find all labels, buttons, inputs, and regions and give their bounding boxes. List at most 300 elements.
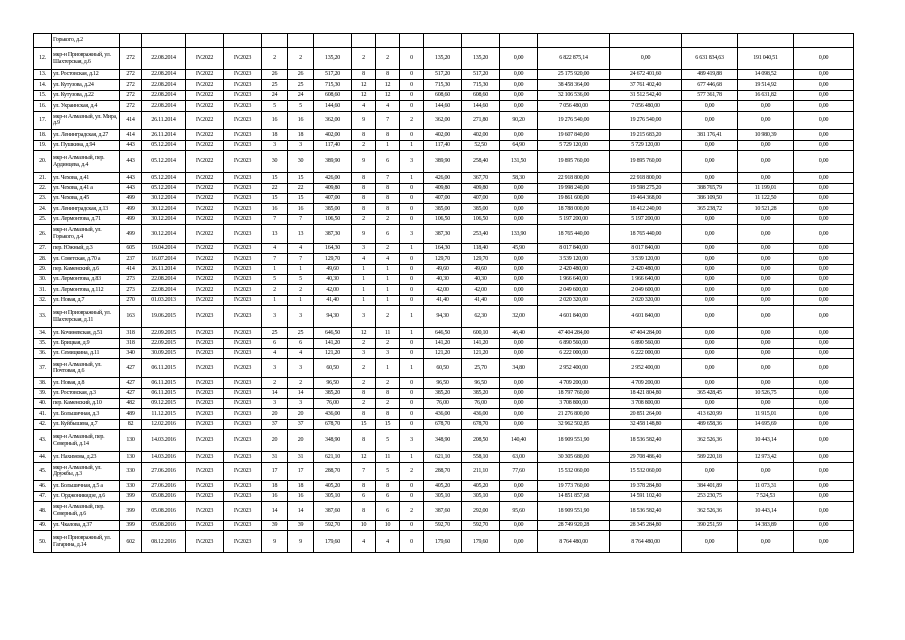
cost-region-cell: 0,00 bbox=[682, 264, 738, 274]
rooms-municipal-cell: 8 bbox=[376, 193, 400, 203]
cost-region-cell: 589 220,18 bbox=[682, 452, 738, 462]
rooms-total-cell: 2 bbox=[352, 359, 376, 378]
residents-total-cell: 22 bbox=[262, 183, 288, 193]
decision-date-cell: 22.09.2015 bbox=[142, 328, 186, 338]
cost-fund-cell: 18 536 582,40 bbox=[610, 502, 682, 521]
area-private-cell: 0,00 bbox=[500, 214, 538, 224]
residents-resettled-cell: 7 bbox=[288, 214, 314, 224]
cost-total-cell: 5 197 200,00 bbox=[538, 214, 610, 224]
actual-date-cell: IV.2023 bbox=[224, 214, 262, 224]
table-row bbox=[34, 70, 854, 80]
residents-resettled-cell: 18 bbox=[288, 481, 314, 491]
cost-region-cell: 390 251,59 bbox=[682, 520, 738, 530]
actual-date-cell: IV.2023 bbox=[224, 359, 262, 378]
cost-other-cell: 0,00 bbox=[794, 338, 854, 348]
address-cell: мкр-н Приовражный, ул. Шахтерская, д.6 bbox=[52, 48, 120, 70]
area-municipal-cell: 385,00 bbox=[462, 204, 500, 214]
cost-region-cell: 362 526,36 bbox=[682, 502, 738, 521]
decision-number-cell: 399 bbox=[120, 502, 142, 521]
rooms-total-cell: 3 bbox=[352, 349, 376, 359]
cost-total-cell: 21 276 800,00 bbox=[538, 409, 610, 419]
address-cell: мкр-н Алмазный, ул. Мира, д.9 bbox=[52, 111, 120, 130]
cost-region-cell: 489 419,88 bbox=[682, 70, 738, 80]
cost-municipal-cell: 0,00 bbox=[738, 306, 794, 328]
row-number-cell: 48. bbox=[34, 502, 52, 521]
planned-date-cell: IV.2022 bbox=[186, 80, 224, 90]
cost-other-cell: 0,00 bbox=[794, 430, 854, 452]
actual-date-cell: IV.2023 bbox=[224, 264, 262, 274]
cost-fund-cell: 3 539 120,00 bbox=[610, 254, 682, 264]
area-private-cell: 0,00 bbox=[500, 204, 538, 214]
cost-other-cell: 0,00 bbox=[794, 481, 854, 491]
cost-total-cell: 25 175 920,00 bbox=[538, 70, 610, 80]
residents-resettled-cell: 16 bbox=[288, 111, 314, 130]
row-number-cell: 33. bbox=[34, 306, 52, 328]
area-private-cell: 34,80 bbox=[500, 359, 538, 378]
area-resettled-cell: 41,40 bbox=[424, 295, 462, 305]
cost-municipal-cell: 0,00 bbox=[738, 378, 794, 388]
cost-other-cell: 0,00 bbox=[794, 111, 854, 130]
area-resettled-cell: 121,20 bbox=[424, 349, 462, 359]
rooms-total-cell: 2 bbox=[352, 338, 376, 348]
cost-other-cell: 0,00 bbox=[794, 295, 854, 305]
address-cell: ул. Украинская, д.4 bbox=[52, 101, 120, 111]
area-resettled-cell: 592,70 bbox=[424, 520, 462, 530]
decision-number-cell: 130 bbox=[120, 430, 142, 452]
actual-date-cell: IV.2023 bbox=[224, 101, 262, 111]
cost-other-cell: 0,00 bbox=[794, 452, 854, 462]
cost-municipal-cell: 0,00 bbox=[738, 349, 794, 359]
decision-number-cell: 443 bbox=[120, 173, 142, 183]
row-number-cell: 47. bbox=[34, 491, 52, 501]
rooms-private-cell: 0 bbox=[400, 338, 424, 348]
table-row bbox=[34, 502, 854, 521]
decision-date-cell: 19.06.2015 bbox=[142, 306, 186, 328]
planned-date-cell: IV.2023 bbox=[186, 349, 224, 359]
actual-date-cell: IV.2023 bbox=[224, 338, 262, 348]
rooms-total-cell: 10 bbox=[352, 520, 376, 530]
cost-municipal-cell: 0,00 bbox=[738, 111, 794, 130]
decision-date-cell: 12.02.2016 bbox=[142, 419, 186, 429]
cost-fund-cell: 29 708 486,40 bbox=[610, 452, 682, 462]
address-cell: ул. Семицкина, д.11 bbox=[52, 349, 120, 359]
area-total-cell: 135,20 bbox=[314, 48, 352, 70]
area-municipal-cell: 129,70 bbox=[462, 254, 500, 264]
residents-resettled-cell: 2 bbox=[288, 48, 314, 70]
cost-total-cell: 18 788 000,00 bbox=[538, 204, 610, 214]
planned-date-cell: IV.2023 bbox=[186, 491, 224, 501]
area-private-cell: 0,00 bbox=[500, 409, 538, 419]
rooms-municipal-cell: 1 bbox=[376, 359, 400, 378]
area-resettled-cell: 517,20 bbox=[424, 70, 462, 80]
area-municipal-cell: 118,40 bbox=[462, 243, 500, 253]
residents-total-cell: 5 bbox=[262, 101, 288, 111]
residents-resettled-cell: 3 bbox=[288, 306, 314, 328]
cost-fund-cell: 7 056 480,00 bbox=[610, 101, 682, 111]
area-resettled-cell: 40,30 bbox=[424, 275, 462, 285]
cost-total-cell: 2 020 320,00 bbox=[538, 295, 610, 305]
decision-date-cell: 05.12.2014 bbox=[142, 140, 186, 150]
rooms-total-cell: 8 bbox=[352, 193, 376, 203]
table-row bbox=[34, 183, 854, 193]
residents-resettled-cell: 37 bbox=[288, 419, 314, 429]
rooms-total-cell: 8 bbox=[352, 481, 376, 491]
decision-date-cell: 30.09.2015 bbox=[142, 349, 186, 359]
cost-total-cell: 3 708 800,00 bbox=[538, 398, 610, 408]
cost-fund-cell: 19 598 275,20 bbox=[610, 183, 682, 193]
area-municipal-cell: 271,80 bbox=[462, 111, 500, 130]
residents-resettled-cell: 2 bbox=[288, 285, 314, 295]
area-resettled-cell: 129,70 bbox=[424, 254, 462, 264]
area-private-cell: 0,00 bbox=[500, 48, 538, 70]
decision-date-cell: 09.12.2015 bbox=[142, 398, 186, 408]
address-cell: ул. Ростовская, д.3 bbox=[52, 388, 120, 398]
cost-region-cell: 384 401,89 bbox=[682, 481, 738, 491]
cost-municipal-cell: 191 040,51 bbox=[738, 48, 794, 70]
area-private-cell: 46,40 bbox=[500, 328, 538, 338]
decision-number-cell: 443 bbox=[120, 183, 142, 193]
address-cell: ул. Большичная, д.3 bbox=[52, 409, 120, 419]
rooms-municipal-cell: 11 bbox=[376, 328, 400, 338]
planned-date-cell: IV.2022 bbox=[186, 243, 224, 253]
cost-region-cell: 386 109,50 bbox=[682, 193, 738, 203]
decision-number-cell: 272 bbox=[120, 48, 142, 70]
area-total-cell: 402,00 bbox=[314, 130, 352, 140]
row-number-cell: 45. bbox=[34, 462, 52, 481]
table-row bbox=[34, 481, 854, 491]
cost-municipal-cell: 19 514,92 bbox=[738, 80, 794, 90]
actual-date-cell: IV.2023 bbox=[224, 130, 262, 140]
area-municipal-cell: 600,10 bbox=[462, 328, 500, 338]
cost-total-cell: 2 952 400,00 bbox=[538, 359, 610, 378]
decision-number-cell: 272 bbox=[120, 101, 142, 111]
cost-municipal-cell: 14 383,89 bbox=[738, 520, 794, 530]
cost-municipal-cell: 0,00 bbox=[738, 338, 794, 348]
cost-region-cell: 0,00 bbox=[682, 254, 738, 264]
actual-date-cell: IV.2023 bbox=[224, 204, 262, 214]
address-cell: ул. Лермонтова, д.83 bbox=[52, 275, 120, 285]
decision-date-cell: 11.12.2015 bbox=[142, 409, 186, 419]
decision-number-cell: 489 bbox=[120, 409, 142, 419]
row-number-cell: 36. bbox=[34, 349, 52, 359]
residents-resettled-cell: 22 bbox=[288, 183, 314, 193]
decision-number-cell: 443 bbox=[120, 140, 142, 150]
cost-region-cell: 0,00 bbox=[682, 295, 738, 305]
cost-region-cell: 0,00 bbox=[682, 338, 738, 348]
address-cell: мкр-н Алмазный, пер. Ардинцева, д.4 bbox=[52, 151, 120, 173]
address-cell: пер. Южный, д.3 bbox=[52, 243, 120, 253]
row-number-cell: 44. bbox=[34, 452, 52, 462]
residents-resettled-cell: 20 bbox=[288, 409, 314, 419]
residents-resettled-cell: 3 bbox=[288, 359, 314, 378]
cost-municipal-cell: 0,00 bbox=[738, 151, 794, 173]
residents-resettled-cell: 9 bbox=[288, 531, 314, 553]
rooms-private-cell: 0 bbox=[400, 531, 424, 553]
cost-municipal-cell: 0,00 bbox=[738, 225, 794, 244]
rooms-municipal-cell: 8 bbox=[376, 409, 400, 419]
table-row bbox=[34, 204, 854, 214]
area-total-cell: 288,70 bbox=[314, 462, 352, 481]
rooms-municipal-cell: 7 bbox=[376, 111, 400, 130]
decision-number-cell: 399 bbox=[120, 491, 142, 501]
cost-municipal-cell: 11 915,01 bbox=[738, 409, 794, 419]
residents-resettled-cell: 1 bbox=[288, 295, 314, 305]
area-resettled-cell: 402,00 bbox=[424, 130, 462, 140]
cost-total-cell: 47 404 284,00 bbox=[538, 328, 610, 338]
cost-region-cell: 0,00 bbox=[682, 285, 738, 295]
rooms-municipal-cell: 2 bbox=[376, 338, 400, 348]
decision-number-cell: 272 bbox=[120, 80, 142, 90]
address-cell: ул. Новая, д.7 bbox=[52, 295, 120, 305]
cost-fund-cell: 19 895 760,00 bbox=[610, 151, 682, 173]
area-total-cell: 646,50 bbox=[314, 328, 352, 338]
cost-municipal-cell: 14 098,52 bbox=[738, 70, 794, 80]
residents-total-cell: 1 bbox=[262, 264, 288, 274]
table-row bbox=[34, 80, 854, 90]
rooms-total-cell: 1 bbox=[352, 264, 376, 274]
area-total-cell: 592,70 bbox=[314, 520, 352, 530]
cost-total-cell: 4 709 200,00 bbox=[538, 378, 610, 388]
residents-resettled-cell: 1 bbox=[288, 264, 314, 274]
table-row bbox=[34, 214, 854, 224]
rooms-private-cell: 1 bbox=[400, 140, 424, 150]
decision-number-cell: 414 bbox=[120, 130, 142, 140]
rooms-municipal-cell: 12 bbox=[376, 80, 400, 90]
decision-number-cell: 499 bbox=[120, 204, 142, 214]
area-municipal-cell: 41,40 bbox=[462, 295, 500, 305]
area-municipal-cell: 678,70 bbox=[462, 419, 500, 429]
cost-other-cell: 0,00 bbox=[794, 140, 854, 150]
address-cell: Горького, д.2 bbox=[52, 34, 120, 48]
area-private-cell: 0,00 bbox=[500, 264, 538, 274]
table-row bbox=[34, 254, 854, 264]
row-number-cell: 27. bbox=[34, 243, 52, 253]
residents-resettled-cell: 39 bbox=[288, 520, 314, 530]
area-private-cell: 0,00 bbox=[500, 491, 538, 501]
decision-date-cell: 05.12.2014 bbox=[142, 183, 186, 193]
cost-other-cell: 0,00 bbox=[794, 275, 854, 285]
actual-date-cell: IV.2023 bbox=[224, 285, 262, 295]
actual-date-cell: IV.2023 bbox=[224, 151, 262, 173]
residents-total-cell: 14 bbox=[262, 502, 288, 521]
rooms-total-cell: 1 bbox=[352, 275, 376, 285]
decision-date-cell: 22.08.2014 bbox=[142, 275, 186, 285]
planned-date-cell: IV.2023 bbox=[186, 419, 224, 429]
area-private-cell: 0,00 bbox=[500, 70, 538, 80]
rooms-total-cell: 8 bbox=[352, 430, 376, 452]
decision-number-cell: 427 bbox=[120, 378, 142, 388]
rooms-private-cell: 0 bbox=[400, 80, 424, 90]
address-cell: ул. Кочиневская, д.51 bbox=[52, 328, 120, 338]
cost-fund-cell: 5 729 120,00 bbox=[610, 140, 682, 150]
rooms-private-cell: 0 bbox=[400, 388, 424, 398]
area-total-cell: 389,90 bbox=[314, 151, 352, 173]
actual-date-cell: IV.2023 bbox=[224, 140, 262, 150]
area-resettled-cell: 76,00 bbox=[424, 398, 462, 408]
planned-date-cell: IV.2023 bbox=[186, 359, 224, 378]
cost-municipal-cell: 0,00 bbox=[738, 140, 794, 150]
area-municipal-cell: 258,40 bbox=[462, 151, 500, 173]
cost-municipal-cell: 0,00 bbox=[738, 531, 794, 553]
table-row-continuation bbox=[34, 34, 854, 48]
area-resettled-cell: 179,60 bbox=[424, 531, 462, 553]
address-cell: ул. Кутузова, д.24 bbox=[52, 80, 120, 90]
cost-region-cell: 413 620,99 bbox=[682, 409, 738, 419]
rooms-municipal-cell: 2 bbox=[376, 48, 400, 70]
row-number-cell: 35. bbox=[34, 338, 52, 348]
residents-resettled-cell: 3 bbox=[288, 398, 314, 408]
rooms-private-cell: 0 bbox=[400, 491, 424, 501]
cost-total-cell: 18 797 760,00 bbox=[538, 388, 610, 398]
table-row bbox=[34, 275, 854, 285]
area-total-cell: 141,20 bbox=[314, 338, 352, 348]
decision-date-cell: 30.12.2014 bbox=[142, 225, 186, 244]
cost-other-cell: 0,00 bbox=[794, 90, 854, 100]
area-resettled-cell: 715,30 bbox=[424, 80, 462, 90]
residents-total-cell: 3 bbox=[262, 398, 288, 408]
planned-date-cell: IV.2022 bbox=[186, 204, 224, 214]
residents-resettled-cell: 17 bbox=[288, 462, 314, 481]
area-total-cell: 42,00 bbox=[314, 285, 352, 295]
actual-date-cell: IV.2023 bbox=[224, 520, 262, 530]
decision-date-cell: 16.07.2014 bbox=[142, 254, 186, 264]
cost-fund-cell: 19 464 368,00 bbox=[610, 193, 682, 203]
area-resettled-cell: 288,70 bbox=[424, 462, 462, 481]
table-row bbox=[34, 193, 854, 203]
area-total-cell: 96,50 bbox=[314, 378, 352, 388]
decision-date-cell: 30.12.2014 bbox=[142, 193, 186, 203]
area-private-cell: 0,00 bbox=[500, 275, 538, 285]
table-row bbox=[34, 398, 854, 408]
residents-resettled-cell: 2 bbox=[288, 378, 314, 388]
area-total-cell: 76,00 bbox=[314, 398, 352, 408]
cost-other-cell: 0,00 bbox=[794, 214, 854, 224]
residents-resettled-cell: 16 bbox=[288, 491, 314, 501]
row-number-cell: 32. bbox=[34, 295, 52, 305]
rooms-private-cell: 1 bbox=[400, 328, 424, 338]
cost-total-cell: 8 017 840,00 bbox=[538, 243, 610, 253]
decision-date-cell: 22.09.2015 bbox=[142, 338, 186, 348]
area-resettled-cell: 164,30 bbox=[424, 243, 462, 253]
cost-municipal-cell: 7 524,53 bbox=[738, 491, 794, 501]
row-number-cell: 19. bbox=[34, 140, 52, 150]
cost-municipal-cell: 10 443,14 bbox=[738, 430, 794, 452]
rooms-municipal-cell: 7 bbox=[376, 173, 400, 183]
actual-date-cell: IV.2023 bbox=[224, 48, 262, 70]
residents-resettled-cell: 16 bbox=[288, 204, 314, 214]
cost-total-cell: 18 909 551,90 bbox=[538, 430, 610, 452]
rooms-municipal-cell: 1 bbox=[376, 264, 400, 274]
cost-municipal-cell: 0,00 bbox=[738, 173, 794, 183]
area-resettled-cell: 60,50 bbox=[424, 359, 462, 378]
area-private-cell: 64,90 bbox=[500, 140, 538, 150]
area-private-cell: 0,00 bbox=[500, 419, 538, 429]
row-number-cell: 13. bbox=[34, 70, 52, 80]
cost-fund-cell: 2 420 480,00 bbox=[610, 264, 682, 274]
area-municipal-cell: 402,00 bbox=[462, 130, 500, 140]
cost-other-cell: 0,00 bbox=[794, 378, 854, 388]
cost-region-cell: 0,00 bbox=[682, 398, 738, 408]
rooms-municipal-cell: 2 bbox=[376, 378, 400, 388]
planned-date-cell: IV.2023 bbox=[186, 462, 224, 481]
area-municipal-cell: 144,60 bbox=[462, 101, 500, 111]
cost-other-cell: 0,00 bbox=[794, 419, 854, 429]
rooms-total-cell: 8 bbox=[352, 183, 376, 193]
planned-date-cell: IV.2022 bbox=[186, 183, 224, 193]
resettlement-table bbox=[33, 33, 854, 553]
address-cell: ул. Лермонтова, д.71 bbox=[52, 214, 120, 224]
cost-fund-cell: 47 404 284,00 bbox=[610, 328, 682, 338]
area-total-cell: 179,60 bbox=[314, 531, 352, 553]
cost-fund-cell: 2 049 600,00 bbox=[610, 285, 682, 295]
area-municipal-cell: 367,70 bbox=[462, 173, 500, 183]
cost-fund-cell: 20 851 264,00 bbox=[610, 409, 682, 419]
address-cell: ул. Лермонтова, д.112 bbox=[52, 285, 120, 295]
address-cell: ул. Брицкая, д.9 bbox=[52, 338, 120, 348]
cost-total-cell: 14 851 857,68 bbox=[538, 491, 610, 501]
cost-fund-cell: 19 276 540,00 bbox=[610, 111, 682, 130]
actual-date-cell: IV.2023 bbox=[224, 491, 262, 501]
planned-date-cell: IV.2023 bbox=[186, 531, 224, 553]
rooms-total-cell: 6 bbox=[352, 491, 376, 501]
decision-number-cell: 330 bbox=[120, 481, 142, 491]
area-private-cell: 63,00 bbox=[500, 452, 538, 462]
cost-total-cell: 5 729 120,00 bbox=[538, 140, 610, 150]
area-municipal-cell: 208,50 bbox=[462, 430, 500, 452]
decision-number-cell: 340 bbox=[120, 349, 142, 359]
actual-date-cell: IV.2023 bbox=[224, 328, 262, 338]
area-private-cell: 0,00 bbox=[500, 90, 538, 100]
cost-region-cell: 0,00 bbox=[682, 214, 738, 224]
area-private-cell: 133,90 bbox=[500, 225, 538, 244]
area-resettled-cell: 387,30 bbox=[424, 225, 462, 244]
cost-fund-cell: 19 378 284,80 bbox=[610, 481, 682, 491]
cost-other-cell: 0,00 bbox=[794, 183, 854, 193]
rooms-total-cell: 8 bbox=[352, 204, 376, 214]
decision-number-cell: 602 bbox=[120, 531, 142, 553]
table-row bbox=[34, 173, 854, 183]
decision-date-cell: 22.08.2014 bbox=[142, 80, 186, 90]
decision-date-cell: 19.04.2014 bbox=[142, 243, 186, 253]
cost-region-cell: 677 446,68 bbox=[682, 80, 738, 90]
residents-total-cell: 4 bbox=[262, 243, 288, 253]
cost-municipal-cell: 0,00 bbox=[738, 264, 794, 274]
cost-municipal-cell: 0,00 bbox=[738, 295, 794, 305]
rooms-municipal-cell: 8 bbox=[376, 204, 400, 214]
residents-resettled-cell: 5 bbox=[288, 101, 314, 111]
decision-date-cell: 05.08.2016 bbox=[142, 520, 186, 530]
address-cell: мкр-н Алмазный, ул. Почтовая, д.6 bbox=[52, 359, 120, 378]
address-cell: пер. Каменский, д.10 bbox=[52, 398, 120, 408]
residents-total-cell: 4 bbox=[262, 349, 288, 359]
decision-date-cell: 05.12.2014 bbox=[142, 173, 186, 183]
rooms-total-cell: 4 bbox=[352, 101, 376, 111]
residents-total-cell: 20 bbox=[262, 430, 288, 452]
actual-date-cell: IV.2023 bbox=[224, 173, 262, 183]
planned-date-cell: IV.2022 bbox=[186, 295, 224, 305]
cost-total-cell: 1 966 640,00 bbox=[538, 275, 610, 285]
address-cell: мкр-н Приовражный, ул. Шахтерская, д.11 bbox=[52, 306, 120, 328]
actual-date-cell: IV.2023 bbox=[224, 193, 262, 203]
area-private-cell: 131,50 bbox=[500, 151, 538, 173]
planned-date-cell: IV.2022 bbox=[186, 130, 224, 140]
residents-total-cell: 18 bbox=[262, 130, 288, 140]
decision-number-cell: 270 bbox=[120, 295, 142, 305]
rooms-private-cell: 0 bbox=[400, 409, 424, 419]
row-number-cell: 40. bbox=[34, 398, 52, 408]
cost-fund-cell: 1 966 640,00 bbox=[610, 275, 682, 285]
area-private-cell: 0,00 bbox=[500, 254, 538, 264]
